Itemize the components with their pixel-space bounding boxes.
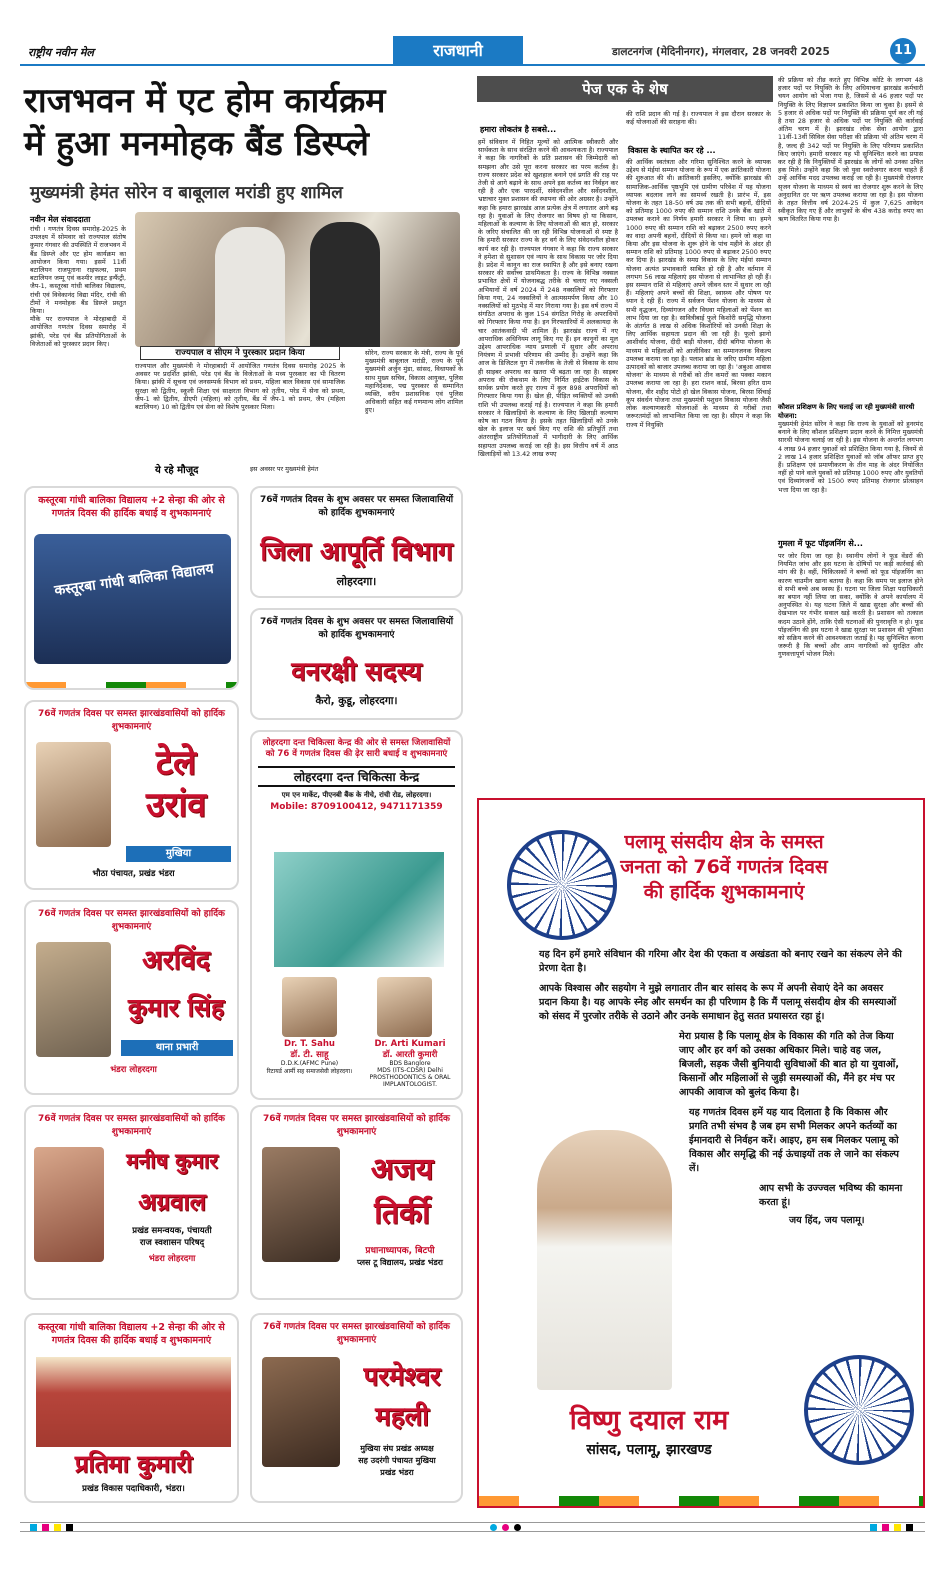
- ajay-role-2: प्लस टू विद्यालय, प्रखंड भंडरा: [357, 1258, 443, 1267]
- pratima-name: प्रतिमा कुमारी: [74, 1449, 193, 1478]
- headline-line-2: में हुआ मनमोहक बैंड डिस्प्ले: [24, 124, 369, 164]
- lead-subhead: मुख्यमंत्री हेमंत सोरेन व बाबूलाल मरांडी हुए शामिल: [30, 183, 343, 203]
- mp-para-4: यह गणतंत्र दिवस हमें यह याद दिलाता है कि विकास और प्रगति तभी संभव है जब हम सभी मिलकर अपने कर्तव्यों का ईमानदारी से निर्वहन करें। आइए, हम सब मिलकर पलामू को विकास और समृद्धि की नई ऊंचाइयों तक ले जाने का संकल्प लें।: [689, 1107, 899, 1174]
- lead-col-2: राज्यपाल और मुख्यमंत्री ने मोरहाबादी में आयोजित गणतंत्र दिवस समारोह 2025 के अवसर पर प्रदर्शित झांकी, परेड एवं बैंड के विजेताओं के मध्य पुरस्कार का भी वितरण किया। झांकी में सूचना एवं जनसम्पर्क विभाग को प्रथम, महिला बाल विकास एवं सामाजिक सुरक्षा को द्वितीय, स्कूली शिक्षा एवं साक्षरता विभाग को तृतीय, परेड में सेना को प्रथम, जैप-1 को द्वितीय, डीएपी (महिला) को तृतीय, बैंड में जैप-1 को प्रथम, जैप (महिला बटालियन) 10 को द्वितीय एवं सेना को विशेष पुरस्कार मिला।: [135, 362, 345, 412]
- doc2-block: [360, 1039, 460, 1088]
- caption-text: राज्यपाल व सीएम ने पुरस्कार प्रदान किया: [175, 348, 305, 358]
- ad-pratima-top: कस्तूरबा गांधी बालिका विद्यालय +2 सेन्हा की ओर से गणतंत्र दिवस की हार्दिक बधाई व शुभकामनाएं: [38, 1322, 225, 1346]
- mp-photo: [537, 1130, 672, 1390]
- doc1-block: [262, 1039, 357, 1075]
- manish-name-2: अग्रवाल: [138, 1187, 206, 1216]
- manish-role-1: प्रखंड समन्वयक, पंचायती: [132, 1226, 212, 1236]
- mp-name: विष्णु दयाल राम: [569, 1405, 729, 1436]
- dateline: डालटनगंज (मेदिनीनगर), मंगलवार, 28 जनवरी 2025: [612, 46, 830, 58]
- ad-arvind-top: 76वें गणतंत्र दिवस पर समस्त झारखंडवासियों को हार्दिक शुभकामनाएं: [38, 909, 225, 932]
- paper-name: राष्ट्रीय नवीन मेल: [28, 46, 94, 59]
- parmeshwar-place: प्रखंड भंडरा: [380, 1468, 414, 1477]
- s2-title: विकास के स्थापित कर रहे ...: [628, 146, 716, 155]
- ad-dental-clinic: [250, 730, 463, 1100]
- s2-body: की आर्थिक स्वतंत्रता और गरिमा सुनिश्चित करने के व्यापक उद्देश्य से मंईयां सम्मान योजना के रूप में एक क्रांतिकारी योजना की शुरुआत की थी। क्रांतिकारी इसलिए, क्योंकि झारखंड की सामाजिक-आर्थिक पृष्ठभूमि एवं ग्रामीण परिवेश में यह योजना व्यापक बदलाव लाने का सामर्थ्य रखती है। प्रारंभ में, इस योजना के तहत 18-50 वर्ष उम्र तक की सभी बहनों, दीदियों को प्रतिमाह 1000 रुपए की सम्मान राशि उनके बैंक खाते में उपलब्ध कराने का निर्णय हमारी सरकार ने लिया था। हमने 1000 रुपए की सम्मान राशि को बढ़ाकर 2500 रुपए करने का वादा अपनी बहनों, दीदियों से किया था। हमने जो कहा था किया और इस योजना के शुरू होने के पांच महीने के अंदर ही सम्मान राशि को प्रतिमाह 1000 रुपए से बढ़ाकर 2500 रुपए कर दिया है। झारखंड के समग्र विकास के लिए मंईयां सम्मान योजना अत्यंत प्रभावकारी साबित हो रही है और वर्तमान में लगभग 56 लाख महिलाएं इस योजना से लाभान्वित हो रही हैं। इस सम्मान राशि से महिलाएं अपने जीवन स्तर में सुधार ला रही हैं। महिलाएं अपने बच्चों की शिक्षा, स्वास्थ्य और पोषण पर ध्यान दे रही हैं। राज्य में सर्वजन पेंशन योजना के माध्यम से सभी वृद्धजन, दिव्यांगजन और विधवा महिलाओं को पेंशन का लाभ दिया जा रहा है। सावित्रीबाई फुले किशोरी समृद्धि योजना के अंतर्गत 8 लाख से अधिक किशोरियों को उनकी शिक्षा के लिए आर्थिक सहायता प्रदान की जा रही है। फूलो झानो आशीर्वाद योजना, दीदी बाड़ी योजना, दीदी बगिया योजना के माध्यम से महिलाओं को आजीविका का सम्मानजनक विकल्प उपलब्ध कराया जा रहा है। पलाश ब्रांड के जरिए ग्रामीण महिला उत्पादकों को बाजार उपलब्ध कराया जा रहा है। 'अबुआ आवास योजना' के माध्यम से गरीबों को तीन कमरों का पक्का मकान उपलब्ध कराया जा रहा है। हरा राशन कार्ड, बिरसा हरित ग्राम योजना, वीर शहीद पोटो हो खेल विकास योजना, बिरसा सिंचाई कूप संवर्धन योजना तथा मुख्यमंत्री पशुधन विकास योजना जैसी लोक कल्याणकारी योजनाओं के माध्यम से गरीबों तथा जरूरतमंदों को लाभान्वित किया जा रहा है। सीएम ने कहा कि राज्य में नियुक्ति: [626, 158, 771, 429]
- tricolor-strip: [26, 682, 237, 688]
- ajay-role-1: प्रधानाध्यापक, बिटपी: [365, 1246, 435, 1256]
- reg-cyan: [30, 1524, 37, 1531]
- parmeshwar-role-2: सह उदरंगी पंचायत मुखिया: [358, 1456, 436, 1465]
- ad-tele-oraon: [24, 700, 239, 890]
- reg-dot-1: [490, 1524, 497, 1531]
- ad-ajay-top: 76वें गणतंत्र दिवस पर समस्त झारखंडवासियों को हार्दिक शुभकामनाएं: [263, 1114, 450, 1137]
- lead-col-3: सोरेन, राज्य सरकार के मंत्री, राज्य के पूर्व मुख्यमंत्री बाबूलाल मरांडी, राज्य के पूर्व मुख्यमंत्री अर्जुन मुंडा, सांसद, विधायकों के साथ मुख्य सचिव, विकास आयुक्त, पुलिस महानिदेशक, पद्म पुरस्कार से सम्मानित व्यक्ति, वरीय प्रशासनिक एवं पुलिस अधिकारी सहित कई गणमान्य लोग शामिल हुए।: [365, 349, 463, 415]
- dental-mobile: Mobile: 8709100412, 9471171359: [270, 802, 443, 812]
- parmeshwar-name-1: परमेश्वर: [363, 1362, 441, 1392]
- arvind-name-2: कुमार सिंह: [127, 993, 225, 1022]
- lead-photo: [135, 212, 460, 347]
- s3-title2: कौशल प्रशिक्षण के लिए चलाई जा रही मुख्यमंत्री सारथी योजना:: [778, 403, 915, 420]
- s1-body: हमें संविधान में निहित मूल्यों को आत्मिक स्वीकारी और सार्थकता के साथ संरक्षित करने की आवश्यकता है। राज्यपाल ने कहा कि नागरिकों के प्रति प्रशासन की जिम्मेदारी को समझना और उसे पूरा करना सरकार का परम कर्तव्य है। राज्य सरकार प्रदेश को खुशहाल बनाने एवं प्रगति की राह पर तेजी से आगे बढ़ाने के साथ अपने इस कर्तव्य का निर्वहन कर रही है और एक पारदर्शी, संवेदनशील और सर्वेदनशील, भ्रष्टाचार मुक्त प्रशासन की स्थापना की ओर अग्रसर है। उन्होंने कहा कि हमारा झारखंड आज प्रत्येक क्षेत्र में लगातार आगे बढ़ रहा है। युवाओं के लिए रोजगार का विषय हो या किसान, महिलाओं के कल्याण के लिए योजनाओं की बात हो, सरकार के जरिए संचालित की जा रही विभिन्न योजनाओं से स्पष्ट है कि हमारी सरकार राज्य के हर वर्ग के लिए संवेदनशील होकर कार्य कर रही है। राज्यपाल गंगवार ने कहा कि राज्य सरकार ने हमेशा से सुशासन एवं न्याय के साथ विकास पर जोर दिया है। प्रदेश में कानून का राज स्थापित है और इसे बनाए रखना सरकार की सर्वोच्च प्राथमिकता है। राज्य के विभिन्न नक्सल प्रभावित क्षेत्रों में योजनाबद्ध तरीके से चलाए गए नक्सली अभियानों में वर्ष 2024 में 248 नक्सलियों को गिरफ्तार किया गया, 24 नक्सलियों ने आत्मसमर्पण किया और 10 नक्सलियों को मुठभेड़ में मार गिराया गया है। इस वर्ष राज्य में संगठित अपराध के कुल 154 संगठित गिरोह के अपराधियों को गिरफ्तार किया गया है। इन गिरफ्तारियों में अलकायदा के चार आतंकवादी भी शामिल हैं। झारखंड राज्य में नए आपराधिक अधिनियम लागू किए गए हैं। इन कानूनों का मूल उद्देश्य आपराधिक न्याय प्रणाली में सुधार और अपराध नियंत्रण में प्रभावी परिणाम की उम्मीद है। उन्होंने कहा कि आज के डिजिटल युग में तकनीक के तेजी से विकास के साथ ही साइबर अपराध का खतरा भी बढ़ता जा रहा है। साइबर अपराध की रोकथाम के लिए निर्मित हाईटेक विकास के सार्थक प्रयोग करते हुए राज्य में कुल 898 अपराधियों को गिरफ्तार किया गया है। खेल ही, पीड़ित व्यक्तियों को उनकी राशि भी उपलब्ध कराई गई है। राज्यपाल ने कहा कि हमारी सरकार ने खिलाड़ियों के कल्याण के लिए खिलाड़ी कल्याण कोष का गठन किया है। इसके तहत खिलाड़ियों को उनके खेल के इलाज पर खर्च किए गए राशि की प्रतिपूर्ति तथा अंतरराष्ट्रीय प्रतियोगिताओं में भागीदारी के लिए आर्थिक सहायता उपलब्ध कराई जा रही है। इस वित्तीय वर्ष में आठ खिलाड़ियों को 13.42 लाख रुपए: [478, 138, 618, 458]
- ajay-photo: [262, 1147, 340, 1262]
- mp-para-1: यह दिन हमें हमारे संविधान की गरिमा और देश की एकता व अखंडता को बनाए रखने का संकल्प लेने की प्रेरणा देता है।: [539, 949, 902, 974]
- arvind-role: थाना प्रभारी: [121, 1040, 233, 1056]
- lead-footer-text: इस अवसर पर मुख्यमंत्री हेमंत: [250, 465, 319, 473]
- mp-title-3: की हार्दिक शुभकामनाएं: [643, 881, 805, 903]
- doc2-sub2: PROSTHODONTICS & ORAL IMPLANTOLOGIST.: [369, 1074, 451, 1088]
- ad-forest-guard: [250, 608, 463, 720]
- ad-kgbv-senha: [24, 486, 239, 690]
- present-subhead: ये रहे मौजूद: [155, 465, 199, 476]
- dental-photo: [274, 852, 444, 967]
- manish-place: भंडरा लोहरदगा: [148, 1254, 196, 1264]
- arvind-place: भंडरा लोहरदगा: [110, 1065, 157, 1075]
- photo-figure-right: [310, 222, 380, 347]
- ad-supply-top: 76वें गणतंत्र दिवस के शुभ अवसर पर समस्त जिलावासियों को हार्दिक शुभकामनाएं: [259, 495, 454, 518]
- headline-line-1: राजभवन में एट होम कार्यक्रम: [24, 81, 386, 121]
- doc2-sub: MDS (ITS-CDSR) Delhi: [377, 1067, 443, 1074]
- parmeshwar-name-2: महली: [375, 1402, 429, 1432]
- ad-dental-top: लोहरदगा दन्त चिकित्सा केन्द्र की ओर से समस्त जिलावासियों को 76 वें गणतंत्र दिवस की ढ़ेर सारी बधाई व शुभकामनाएं: [262, 738, 451, 759]
- manish-name-1: मनीष कुमार: [126, 1148, 218, 1173]
- ad-parmeshwar-mahli: [250, 1313, 463, 1503]
- doc2-hi: डॉ. आरती कुमारी: [382, 1050, 438, 1060]
- mp-para-2: आपके विश्वास और सहयोग ने मुझे लगातार तीन बार सांसद के रूप में अपनी सेवाएं देने का अवसर प्रदान किया है। यह आपके स्नेह और समर्थन का ही परिणाम है कि मैं पलामू संसदीय क्षेत्र की समस्याओं को संसद में पुरजोर तरीके से उठाने और उनके समाधान हेतु सतत प्रयासरत रहा हूं।: [539, 983, 897, 1022]
- sign-text: कस्तूरबा गांधी बालिका विद्यालय: [53, 560, 215, 600]
- arvind-photo: [36, 942, 111, 1057]
- ajay-name-2: तिर्की: [374, 1196, 430, 1231]
- s4-body: पर जोर दिया जा रहा है। स्थानीय लोगों ने फूड वेंडरों की नियमित जांच और इस घटना के दोषियों पर कड़ी कार्रवाई की मांग की है। वहीं, चिकित्सकों ने बच्चों को फूड पॉइजनिंग का कारण चाउमीन खाना बताया है। कहा कि समय पर इलाज होने से सभी बच्चे अब स्वस्थ हैं। घटना पर जिला शिक्षा पदाधिकारी का बयान नहीं लिया जा सका, क्योंकि वे अपने कार्यालय में अनुपस्थित थे। यह घटना जिले में खाद्य सुरक्षा और बच्चों की देखभाल पर गंभीर सवाल खड़े करती है। प्रशासन को तत्काल कदम उठाने होंगे, ताकि ऐसी घटनाओं की पुनरावृत्ति न हो। फूड पॉइजनिंग की इस घटना ने खाद्य सुरक्षा पर प्रशासन की भूमिका को सक्रिय करने की आवश्यकता जताई है। यह सुनिश्चित करना जरूरी है कि बच्चों और आम नागरिकों को सुरक्षित और गुणवत्तापूर्ण भोजन मिले।: [778, 552, 923, 659]
- doc1-deg: D.D.K.(AFMC Pune): [280, 1060, 339, 1067]
- mp-title-1: पलामू संसदीय क्षेत्र के समस्त: [624, 831, 824, 853]
- ad-mp-greeting: [477, 798, 925, 1508]
- ad-parmeshwar-top: 76वें गणतंत्र दिवस पर समस्त झारखंडवासियों को हार्दिक शुभकामनाएं: [263, 1322, 450, 1345]
- forest-name: वनरक्षी सदस्य: [291, 657, 422, 687]
- tele-place: भौठा पंचायत, प्रखंड भंडरा: [92, 869, 175, 879]
- ad-ajay-tirki: [250, 1105, 463, 1300]
- mp-tricolor-strip: [479, 1496, 923, 1506]
- ajay-name-1: अजय: [370, 1152, 434, 1187]
- ad-arvind-singh: [24, 900, 239, 1095]
- reg-yellow-r: [894, 1524, 901, 1531]
- lead-col-1: रांची । गणतंत्र दिवस समारोह-2025 के उपलक्ष्य में सोमवार को राज्यपाल संतोष कुमार गंगवार की उपस्थिति में राजभवन में बैंड डिस्प्ले और एट होम कार्यक्रम का आयोजन किया गया। इसमें 11वीं बटालियन राजपूताना राइफल्स, प्रथम बटालियन जम्मू एवं कश्मीर लाइट इन्फैंट्री, जैप-1, कस्तूरबा गांधी बालिका विद्यालय, रांची एवं विवेकानंद विद्या मंदिर, रांची की टीमों ने मनमोहक बैंड डिस्प्ले प्रस्तुत किया। मौके पर राज्यपाल ने मोरहाबादी में आयोजित गणतंत्र दिवस समारोह में झांकी, परेड एवं बैंड प्रतियोगिताओं के विजेताओं को पुरस्कार प्रदान किए।: [30, 225, 126, 348]
- doc1-hi: डॉ. टी. साहू: [290, 1050, 329, 1060]
- registration-bar: [20, 1522, 925, 1532]
- supply-name: जिला आपूर्ति विभाग: [260, 537, 453, 567]
- reg-magenta: [42, 1524, 49, 1531]
- tele-name-1: टेले: [155, 743, 197, 783]
- ad-manish-top: 76वें गणतंत्र दिवस पर समस्त झारखंडवासियों को हार्दिक शुभकामनाएं: [38, 1114, 225, 1137]
- school-building: [36, 1357, 231, 1447]
- dental-address: एम एन मार्केट, पीएनबी बैंक के नीचे, रांची रोड, लोहरदगा।: [281, 791, 432, 799]
- ad-supply-dept: [250, 486, 463, 598]
- reg-black-r: [906, 1524, 913, 1531]
- doc2-photo: [377, 977, 432, 1037]
- masthead: [20, 36, 925, 66]
- chakra-right-icon: [804, 1355, 914, 1465]
- mp-para-5: आप सभी के उज्ज्वल भविष्य की कामना करता हूं।: [759, 1183, 903, 1208]
- photo-caption: [140, 346, 340, 360]
- reg-black: [66, 1524, 73, 1531]
- forest-place: कैरो, कुडू, लोहरदगा।: [315, 695, 398, 707]
- doc1-en: Dr. T. Sahu: [284, 1039, 335, 1049]
- page-number: [890, 38, 916, 64]
- section-label: राजधानी: [433, 41, 483, 60]
- mp-title-2: जनता को 76वें गणतंत्र दिवस: [620, 856, 828, 878]
- s3-body: की प्रक्रिया को तीव्र करते हुए विभिन्न कोटि के लगभग 48 हजार पदों पर नियुक्ति के लिए अधियाचना झारखंड कर्मचारी चयन आयोग को भेजा गया है, जिसमें से 46 हजार पदों पर नियुक्ति के लिए विज्ञापन प्रकाशित किया जा चुका है। इसमें से 5 हजार से अधिक पदों पर नियुक्ति की प्रक्रिया पूर्ण कर ली गई है तथा 28 हजार से अधिक पदों पर नियुक्ति की कार्रवाई अंतिम चरण में है। झारखंड लोक सेवा आयोग द्वारा 11वीं-13वीं सिविल सेवा परीक्षा की प्रक्रिया भी अंतिम चरण में है, जल्द ही 342 पदों पर नियुक्ति के लिए परिणाम प्रकाशित किए जाएंगे। हमारी सरकार यह भी सुनिश्चित करने का प्रयास कर रही है कि नियुक्तियों में झारखंड के लोगों को उनका उचित हक मिले। उन्होंने कहा कि जो युवा स्वरोजगार करना चाहते हैं उन्हें आर्थिक मदद उपलब्ध कराई जा रही है। मुख्यमंत्री रोजगार सृजन योजना के माध्यम से स्वयं का रोजगार शुरू करने के लिए अनुदानित दर पर ऋण उपलब्ध कराया जा रहा है। इस योजना के तहत वित्तीय वर्ष 2024-25 में कुल 7,625 आवेदन स्वीकृत किए गए हैं और लाभुकों के बीच 438 करोड़ रुपए का ऋण वितरित किया गया है।: [778, 76, 923, 224]
- pratima-role: प्रखंड विकास पदाधिकारी, भंडरा।: [82, 1484, 185, 1494]
- school-sign: [34, 534, 231, 664]
- s4-title: गुमला में फूट पॉइजनिंग से...: [778, 539, 863, 548]
- doc2-en: Dr. Arti Kumari: [374, 1039, 446, 1049]
- ad-pratima-kumari: [24, 1313, 239, 1503]
- manish-photo: [34, 1147, 104, 1262]
- s2-lead: की राशि प्रदान की गई है। राज्यपाल ने इस दौरान सरकार के कई योजनाओं की सराहना की।: [626, 110, 771, 127]
- ad-manish-agrawal: [24, 1105, 239, 1300]
- reg-yellow: [54, 1524, 61, 1531]
- dental-name: लोहरदगा दन्त चिकित्सा केन्द्र: [258, 766, 455, 787]
- lead-headline: [24, 80, 464, 166]
- ad-tele-top: 76वें गणतंत्र दिवस पर समस्त झारखंडवासियों को हार्दिक शुभकामनाएं: [38, 709, 225, 732]
- doc1-sub: रिटायर्ड आर्मी सह समाजसेवी लोहरदगा।: [266, 1068, 353, 1075]
- mp-title: [559, 830, 889, 905]
- supply-place: लोहरदगा।: [336, 575, 377, 588]
- arvind-name-1: अरविंद: [141, 945, 210, 976]
- tele-name-2: उरांव: [145, 785, 207, 825]
- tele-photo: [36, 742, 111, 847]
- reg-cyan-r: [870, 1524, 877, 1531]
- page-number-text: 11: [893, 43, 913, 58]
- s3-body2: मुख्यमंत्री हेमंत सोरेन ने कहा कि राज्य के युवाओं को हुनरमंद बनाने के लिए कौशल प्रशिक्षण प्रदान करने के निमित्त मुख्यमंत्री सारथी योजना चलाई जा रही है। इस योजना के अन्तर्गत लगभग 4 लाख 94 हजार युवाओं को प्रशिक्षित किया गया है, जिनमें से 2 लाख 14 हजार प्रशिक्षित युवाओं को जॉब ऑफर प्राप्त हुए हैं। प्रशिक्षण एवं प्रमाणीकरण के तीन माह के अंदर नियोजित नहीं हो पाने वाले युवकों को प्रतिमाह 1000 रुपए और युवतियों एवं दिव्यांगजनों को 1500 रुपए प्रतिमाह रोजगार प्रोत्साहन भत्ता दिया जा रहा है।: [778, 420, 923, 494]
- doc1-photo: [282, 977, 337, 1037]
- reg-dot-2: [502, 1524, 509, 1531]
- s1-title: हमारा लोकतंत्र है सबसे...: [480, 125, 557, 134]
- reg-magenta-r: [882, 1524, 889, 1531]
- byline: नवीन मेल संवाददाता: [30, 215, 91, 224]
- mp-para-3: मेरा प्रयास है कि पलामू क्षेत्र के विकास की गति को तेज किया जाए और हर वर्ग को उसका अधिकार मिले। चाहे वह जल, बिजली, सड़क जैसी बुनियादी सुविधाओं की बात हो या युवाओं, किसानों और महिलाओं से जुड़ी समस्याओं की, मैंने हर मंच पर आपकी आवाज को बुलंद किया है।: [679, 1031, 900, 1098]
- parmeshwar-role-1: मुखिया संघ प्रखंड अध्यक्ष: [360, 1444, 434, 1453]
- pageone-banner: [477, 76, 773, 102]
- ad-kgbv-top: कस्तूरबा गांधी बालिका विद्यालय +2 सेन्हा की ओर से गणतंत्र दिवस की हार्दिक बधाई व शुभकामनाएं: [38, 495, 225, 519]
- banner-text: पेज एक के शेष: [582, 80, 668, 98]
- manish-role-2: राज स्वशासन परिषद्: [139, 1238, 205, 1248]
- tele-role: मुखिया: [126, 846, 231, 862]
- photo-figure-left: [215, 227, 285, 347]
- parmeshwar-photo: [262, 1357, 340, 1467]
- ad-forest-top: 76वें गणतंत्र दिवस के शुभ अवसर पर समस्त जिलावासियों को हार्दिक शुभकामनाएं: [259, 617, 454, 640]
- section-tab: [393, 36, 523, 66]
- mp-para-6: जय हिंद, जय पलामू।: [789, 1215, 865, 1226]
- doc2-deg: BDS Banglore: [389, 1060, 431, 1067]
- mp-role: सांसद, पलामू, झारखण्ड: [586, 1442, 712, 1458]
- reg-dot-3: [514, 1524, 521, 1531]
